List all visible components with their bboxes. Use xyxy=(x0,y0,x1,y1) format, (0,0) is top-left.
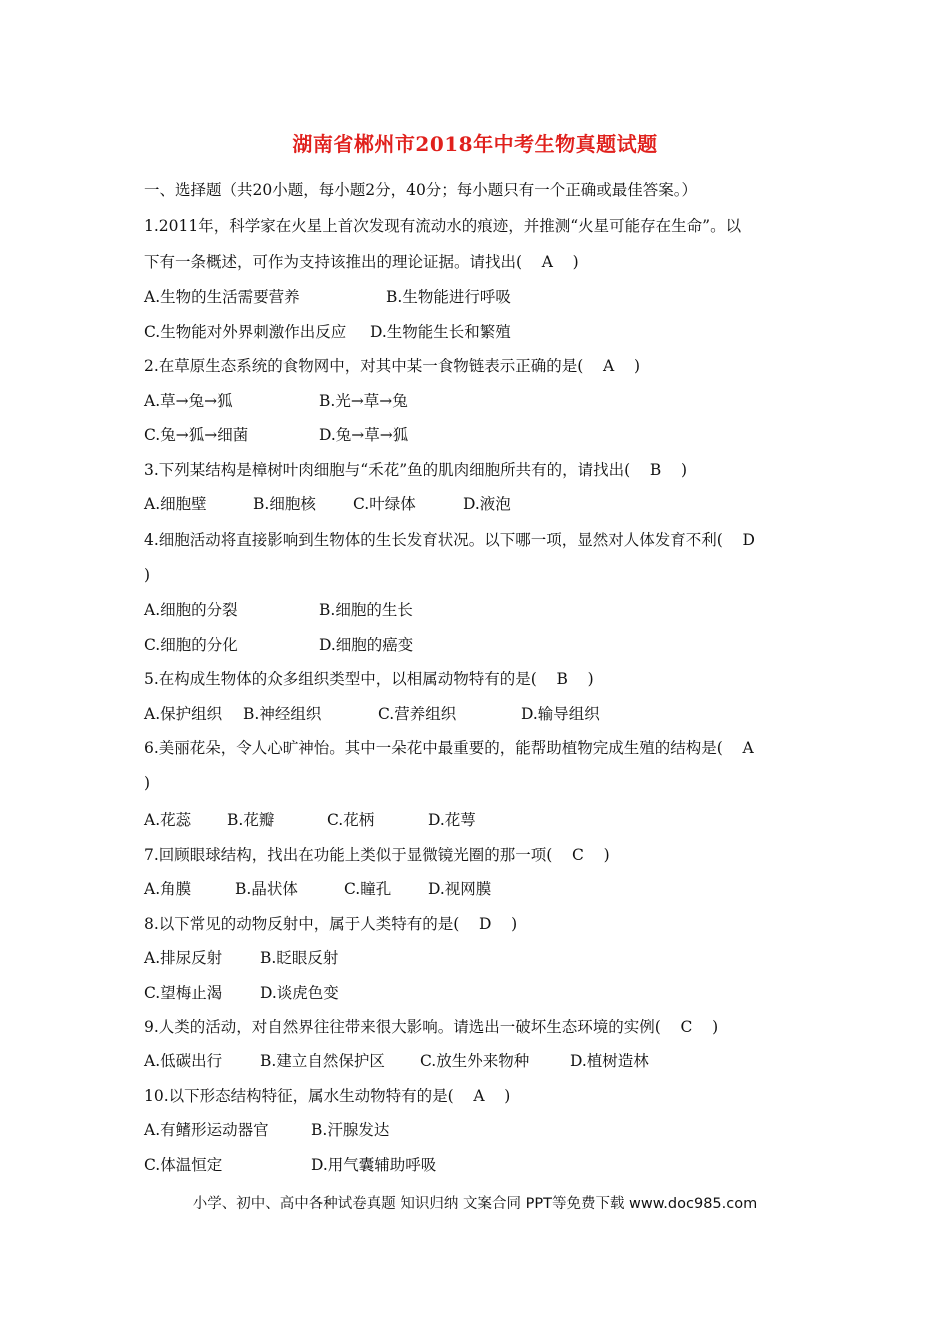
question-6-option-c: C.花柄 xyxy=(327,811,375,829)
question-10-stem-line-1: 10.以下形态结构特征，属水生动物特有的是( A ) xyxy=(144,1087,511,1105)
question-1-option-c: C.生物能对外界刺激作出反应 xyxy=(144,323,347,341)
question-8-option-a: A.排尿反射 xyxy=(144,949,223,967)
question-6-stem-line-2: ) xyxy=(144,774,151,792)
question-9-stem-line-1: 9.人类的活动，对自然界往往带来很大影响。请选出一破坏生态环境的实例( C ) xyxy=(144,1018,719,1036)
question-3-option-a: A.细胞壁 xyxy=(144,495,207,513)
question-8-stem-line-1: 8.以下常见的动物反射中，属于人类特有的是( D ) xyxy=(144,915,518,933)
question-10-option-d: D.用气囊辅助呼吸 xyxy=(311,1156,437,1174)
question-9-option-b: B.建立自然保护区 xyxy=(260,1052,385,1070)
question-5-option-d: D.输导组织 xyxy=(521,705,600,723)
question-2-option-b: B.光→草→兔 xyxy=(319,392,408,410)
question-9-option-c: C.放生外来物种 xyxy=(420,1052,530,1070)
question-3-option-b: B.细胞核 xyxy=(253,495,316,513)
question-4-option-a: A.细胞的分裂 xyxy=(144,601,238,619)
question-3-option-d: D.液泡 xyxy=(463,495,511,513)
question-6-option-d: D.花萼 xyxy=(428,811,476,829)
question-5-option-c: C.营养组织 xyxy=(378,705,457,723)
question-6-option-b: B.花瓣 xyxy=(227,811,275,829)
page-title: 湖南省郴州市2018年中考生物真题试题 xyxy=(292,132,658,156)
question-5-stem-line-1: 5.在构成生物体的众多组织类型中，以相属动物特有的是( B ) xyxy=(144,670,594,688)
question-1-option-d: D.生物能生长和繁殖 xyxy=(370,323,511,341)
question-2-option-a: A.草→兔→狐 xyxy=(144,392,233,410)
question-1-stem-line-2: 下有一条概述，可作为支持该推出的理论证据。请找出( A ) xyxy=(144,253,579,271)
question-7-option-d: D.视网膜 xyxy=(428,880,492,898)
question-7-option-b: B.晶状体 xyxy=(235,880,298,898)
question-6-option-a: A.花蕊 xyxy=(144,811,192,829)
question-8-option-d: D.谈虎色变 xyxy=(260,984,339,1002)
question-4-option-c: C.细胞的分化 xyxy=(144,636,238,654)
question-5-option-b: B.神经组织 xyxy=(243,705,322,723)
question-10-option-b: B.汗腺发达 xyxy=(311,1121,390,1139)
question-2-option-d: D.兔→草→狐 xyxy=(319,426,409,444)
question-6-stem-line-1: 6.美丽花朵，令人心旷神怡。其中一朵花中最重要的，能帮助植物完成生殖的结构是( A xyxy=(144,739,754,757)
question-10-option-a: A.有鳍形运动器官 xyxy=(144,1121,269,1139)
question-2-option-c: C.兔→狐→细菌 xyxy=(144,426,249,444)
question-1-stem-line-1: 1.2011年，科学家在火星上首次发现有流动水的痕迹，并推测“火星可能存在生命”。以 xyxy=(144,217,742,235)
question-7-stem-line-1: 7.回顾眼球结构，找出在功能上类似于显微镜光圈的那一项( C ) xyxy=(144,846,610,864)
question-3-option-c: C.叶绿体 xyxy=(353,495,416,513)
question-9-option-d: D.植树造林 xyxy=(570,1052,649,1070)
question-7-option-a: A.角膜 xyxy=(144,880,192,898)
question-2-stem-line-1: 2.在草原生态系统的食物网中，对其中某一食物链表示正确的是( A ) xyxy=(144,357,640,375)
question-1-option-b: B.生物能进行呼吸 xyxy=(386,288,511,306)
question-9-option-a: A.低碳出行 xyxy=(144,1052,223,1070)
question-10-option-c: C.体温恒定 xyxy=(144,1156,223,1174)
question-4-stem-line-1: 4.细胞活动将直接影响到生物体的生长发育状况。以下哪一项，显然对人体发育不利( D xyxy=(144,531,755,549)
page-footer: 小学、初中、高中各种试卷真题 知识归纳 文案合同 PPT等免费下载 www.doc985.com xyxy=(192,1196,758,1212)
question-3-stem-line-1: 3.下列某结构是樟树叶肉细胞与“禾花”鱼的肌肉细胞所共有的，请找出( B ) xyxy=(144,461,688,479)
question-4-option-d: D.细胞的癌变 xyxy=(319,636,414,654)
question-5-option-a: A.保护组织 xyxy=(144,705,223,723)
question-4-option-b: B.细胞的生长 xyxy=(319,601,413,619)
question-8-option-b: B.眨眼反射 xyxy=(260,949,339,967)
question-1-option-a: A.生物的生活需要营养 xyxy=(144,288,300,306)
question-8-option-c: C.望梅止渴 xyxy=(144,984,223,1002)
question-4-stem-line-2: ) xyxy=(144,566,151,584)
section-header: 一、选择题（共20小题，每小题2分，40分；每小题只有一个正确或最佳答案。） xyxy=(144,181,698,199)
question-7-option-c: C.瞳孔 xyxy=(344,880,392,898)
